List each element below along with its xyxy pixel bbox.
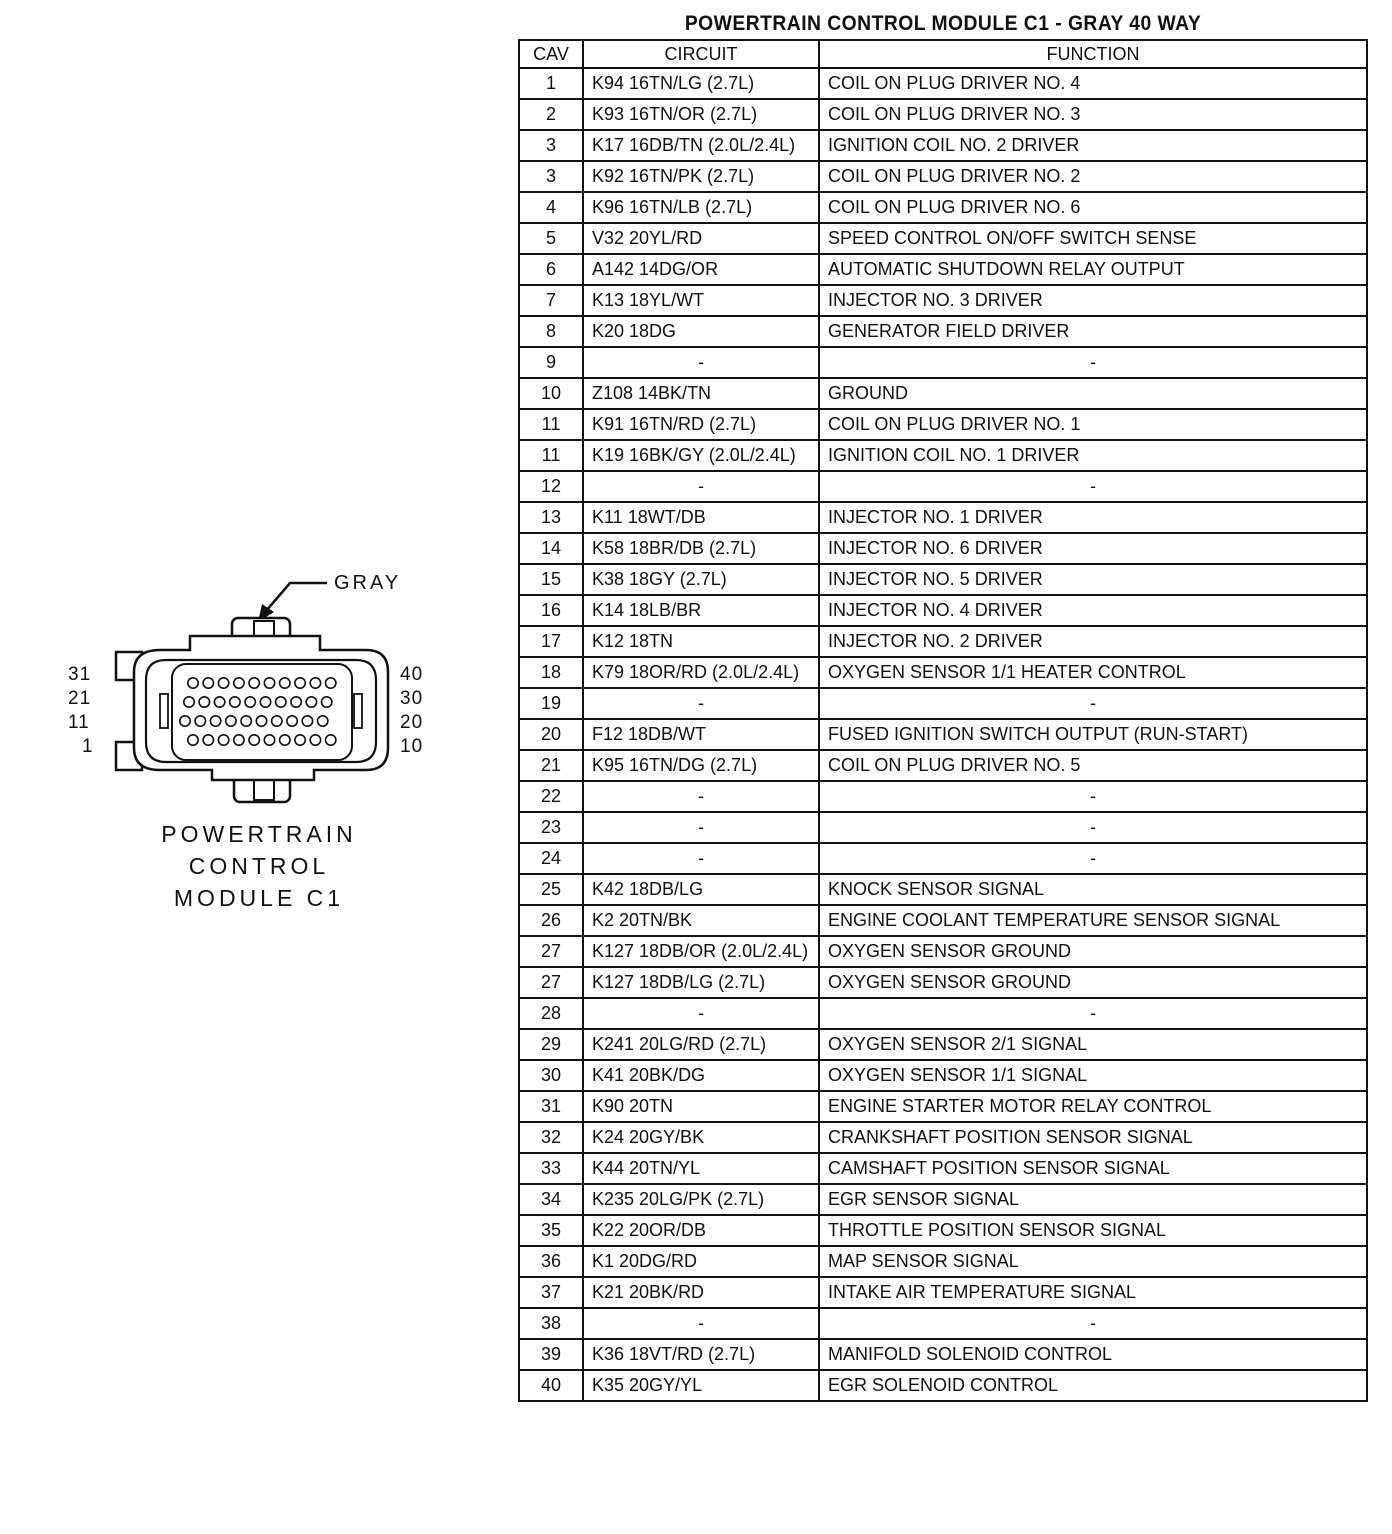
table-row (519, 471, 1367, 502)
table-title: POWERTRAIN CONTROL MODULE C1 - GRAY 40 WAY (684, 12, 1202, 35)
table-row (519, 68, 1367, 99)
cav-cell: 8 (519, 316, 583, 347)
cav-cell: 9 (519, 347, 583, 378)
table-row (519, 440, 1367, 471)
cav-cell: 19 (519, 688, 583, 719)
cav-cell: 21 (519, 750, 583, 781)
circuit-cell: K235 20LG/PK (2.7L) (583, 1184, 819, 1215)
table-row (519, 564, 1367, 595)
table-row (519, 161, 1367, 192)
table-row (519, 1122, 1367, 1153)
circuit-cell: K38 18GY (2.7L) (583, 564, 819, 595)
function-cell: COIL ON PLUG DRIVER NO. 2 (819, 161, 1367, 192)
table-row (519, 1277, 1367, 1308)
circuit-cell: - (583, 843, 819, 874)
circuit-cell: K35 20GY/YL (583, 1370, 819, 1401)
pin-label-20: 20 (400, 712, 424, 733)
table-row (519, 936, 1367, 967)
function-cell: ENGINE STARTER MOTOR RELAY CONTROL (819, 1091, 1367, 1122)
cav-cell: 2 (519, 99, 583, 130)
circuit-cell: K12 18TN (583, 626, 819, 657)
cav-cell: 11 (519, 409, 583, 440)
table-row (519, 316, 1367, 347)
table-row (519, 595, 1367, 626)
cav-cell: 11 (519, 440, 583, 471)
circuit-cell: - (583, 781, 819, 812)
cav-cell: 36 (519, 1246, 583, 1277)
cav-cell: 27 (519, 936, 583, 967)
connector-diagram (0, 0, 520, 1534)
circuit-cell: V32 20YL/RD (583, 223, 819, 254)
function-cell: - (819, 781, 1367, 812)
circuit-cell: K42 18DB/LG (583, 874, 819, 905)
circuit-cell: K91 16TN/RD (2.7L) (583, 409, 819, 440)
cav-cell: 15 (519, 564, 583, 595)
cav-cell: 27 (519, 967, 583, 998)
circuit-cell: K241 20LG/RD (2.7L) (583, 1029, 819, 1060)
function-cell: INJECTOR NO. 6 DRIVER (819, 533, 1367, 564)
function-cell: OXYGEN SENSOR 2/1 SIGNAL (819, 1029, 1367, 1060)
pin-label-10: 10 (400, 736, 424, 757)
table-row (519, 254, 1367, 285)
table-row (519, 998, 1367, 1029)
caption-line-3: MODULE C1 (173, 885, 345, 911)
circuit-cell: - (583, 688, 819, 719)
cav-cell: 34 (519, 1184, 583, 1215)
function-cell: - (819, 347, 1367, 378)
caption-line-2: CONTROL (188, 853, 330, 879)
circuit-cell: K95 16TN/DG (2.7L) (583, 750, 819, 781)
table-row (519, 99, 1367, 130)
circuit-cell: K21 20BK/RD (583, 1277, 819, 1308)
circuit-cell: K24 20GY/BK (583, 1122, 819, 1153)
table-row (519, 874, 1367, 905)
cav-cell: 30 (519, 1060, 583, 1091)
cav-cell: 20 (519, 719, 583, 750)
table-row (519, 657, 1367, 688)
circuit-cell: K11 18WT/DB (583, 502, 819, 533)
header-circuit: CIRCUIT (583, 40, 819, 68)
pin-label-1: 1 (82, 736, 94, 757)
circuit-cell: K41 20BK/DG (583, 1060, 819, 1091)
circuit-cell: K1 20DG/RD (583, 1246, 819, 1277)
table-row (519, 719, 1367, 750)
function-cell: INTAKE AIR TEMPERATURE SIGNAL (819, 1277, 1367, 1308)
function-cell: OXYGEN SENSOR GROUND (819, 967, 1367, 998)
table-row (519, 750, 1367, 781)
table-row (519, 905, 1367, 936)
table-row (519, 378, 1367, 409)
circuit-cell: K36 18VT/RD (2.7L) (583, 1339, 819, 1370)
function-cell: COIL ON PLUG DRIVER NO. 5 (819, 750, 1367, 781)
table-row (519, 967, 1367, 998)
circuit-cell: - (583, 812, 819, 843)
pin-label-30: 30 (400, 688, 424, 709)
cav-cell: 28 (519, 998, 583, 1029)
function-cell: IGNITION COIL NO. 1 DRIVER (819, 440, 1367, 471)
cav-cell: 5 (519, 223, 583, 254)
function-cell: GENERATOR FIELD DRIVER (819, 316, 1367, 347)
circuit-cell: K92 16TN/PK (2.7L) (583, 161, 819, 192)
circuit-cell: K79 18OR/RD (2.0L/2.4L) (583, 657, 819, 688)
cav-cell: 40 (519, 1370, 583, 1401)
function-cell: MANIFOLD SOLENOID CONTROL (819, 1339, 1367, 1370)
table-row (519, 781, 1367, 812)
cav-cell: 31 (519, 1091, 583, 1122)
function-cell: CRANKSHAFT POSITION SENSOR SIGNAL (819, 1122, 1367, 1153)
function-cell: - (819, 688, 1367, 719)
cav-cell: 23 (519, 812, 583, 843)
header-function: FUNCTION (819, 40, 1367, 68)
table-row (519, 812, 1367, 843)
cav-cell: 29 (519, 1029, 583, 1060)
table-row (519, 130, 1367, 161)
circuit-cell: K19 16BK/GY (2.0L/2.4L) (583, 440, 819, 471)
table-row (519, 502, 1367, 533)
table-row (519, 1153, 1367, 1184)
cav-cell: 37 (519, 1277, 583, 1308)
table-row (519, 533, 1367, 564)
cavity-housing (172, 664, 352, 760)
table-row (519, 1246, 1367, 1277)
table-row (519, 1029, 1367, 1060)
function-cell: INJECTOR NO. 4 DRIVER (819, 595, 1367, 626)
circuit-cell: K90 20TN (583, 1091, 819, 1122)
cav-cell: 25 (519, 874, 583, 905)
table-row (519, 626, 1367, 657)
circuit-cell: K127 18DB/OR (2.0L/2.4L) (583, 936, 819, 967)
circuit-cell: K93 16TN/OR (2.7L) (583, 99, 819, 130)
cav-cell: 6 (519, 254, 583, 285)
connector-figure (0, 0, 520, 1534)
circuit-cell: - (583, 347, 819, 378)
function-cell: OXYGEN SENSOR 1/1 HEATER CONTROL (819, 657, 1367, 688)
circuit-cell: - (583, 998, 819, 1029)
function-cell: INJECTOR NO. 2 DRIVER (819, 626, 1367, 657)
cav-cell: 1 (519, 68, 583, 99)
circuit-cell: K44 20TN/YL (583, 1153, 819, 1184)
function-cell: - (819, 1308, 1367, 1339)
table-row (519, 1091, 1367, 1122)
cav-cell: 10 (519, 378, 583, 409)
circuit-cell: A142 14DG/OR (583, 254, 819, 285)
caption-line-1: POWERTRAIN (161, 821, 357, 847)
circuit-cell: K20 18DG (583, 316, 819, 347)
cav-cell: 16 (519, 595, 583, 626)
function-cell: EGR SOLENOID CONTROL (819, 1370, 1367, 1401)
cav-cell: 7 (519, 285, 583, 316)
circuit-cell: K127 18DB/LG (2.7L) (583, 967, 819, 998)
connector-caption (150, 818, 368, 914)
pin-label-40: 40 (400, 664, 424, 685)
table-row (519, 347, 1367, 378)
pin-label-31: 31 (68, 664, 92, 685)
table-row (519, 1308, 1367, 1339)
function-cell: ENGINE COOLANT TEMPERATURE SENSOR SIGNAL (819, 905, 1367, 936)
circuit-cell: K17 16DB/TN (2.0L/2.4L) (583, 130, 819, 161)
table-row (519, 192, 1367, 223)
cav-cell: 13 (519, 502, 583, 533)
gray-color-label: GRAY (334, 572, 402, 594)
circuit-cell: K94 16TN/LG (2.7L) (583, 68, 819, 99)
function-cell: MAP SENSOR SIGNAL (819, 1246, 1367, 1277)
circuit-cell: - (583, 1308, 819, 1339)
function-cell: OXYGEN SENSOR 1/1 SIGNAL (819, 1060, 1367, 1091)
cav-cell: 39 (519, 1339, 583, 1370)
circuit-cell: K2 20TN/BK (583, 905, 819, 936)
table-row (519, 1339, 1367, 1370)
table-row (519, 1215, 1367, 1246)
function-cell: GROUND (819, 378, 1367, 409)
function-cell: FUSED IGNITION SWITCH OUTPUT (RUN-START) (819, 719, 1367, 750)
circuit-cell: K96 16TN/LB (2.7L) (583, 192, 819, 223)
function-cell: CAMSHAFT POSITION SENSOR SIGNAL (819, 1153, 1367, 1184)
table-row (519, 1184, 1367, 1215)
function-cell: COIL ON PLUG DRIVER NO. 1 (819, 409, 1367, 440)
table-row (519, 843, 1367, 874)
circuit-cell: K13 18YL/WT (583, 285, 819, 316)
cav-cell: 32 (519, 1122, 583, 1153)
header-cav: CAV (519, 40, 583, 68)
function-cell: - (819, 812, 1367, 843)
function-cell: INJECTOR NO. 1 DRIVER (819, 502, 1367, 533)
function-cell: OXYGEN SENSOR GROUND (819, 936, 1367, 967)
pin-label-11: 11 (68, 712, 90, 733)
cav-cell: 38 (519, 1308, 583, 1339)
pin-label-21: 21 (68, 688, 92, 709)
circuit-cell: K58 18BR/DB (2.7L) (583, 533, 819, 564)
function-cell: COIL ON PLUG DRIVER NO. 3 (819, 99, 1367, 130)
circuit-cell: K22 20OR/DB (583, 1215, 819, 1246)
pinout-table (518, 39, 1368, 1402)
function-cell: COIL ON PLUG DRIVER NO. 4 (819, 68, 1367, 99)
function-cell: IGNITION COIL NO. 2 DRIVER (819, 130, 1367, 161)
function-cell: COIL ON PLUG DRIVER NO. 6 (819, 192, 1367, 223)
function-cell: INJECTOR NO. 5 DRIVER (819, 564, 1367, 595)
table-row (519, 409, 1367, 440)
function-cell: INJECTOR NO. 3 DRIVER (819, 285, 1367, 316)
cav-cell: 4 (519, 192, 583, 223)
cav-cell: 3 (519, 130, 583, 161)
cav-cell: 12 (519, 471, 583, 502)
table-header-row (519, 40, 1367, 68)
function-cell: - (819, 843, 1367, 874)
cav-cell: 26 (519, 905, 583, 936)
function-cell: EGR SENSOR SIGNAL (819, 1184, 1367, 1215)
function-cell: - (819, 998, 1367, 1029)
table-row (519, 223, 1367, 254)
table-row (519, 285, 1367, 316)
table-body (519, 68, 1367, 1401)
cav-cell: 22 (519, 781, 583, 812)
cav-cell: 18 (519, 657, 583, 688)
circuit-cell: - (583, 471, 819, 502)
function-cell: THROTTLE POSITION SENSOR SIGNAL (819, 1215, 1367, 1246)
circuit-cell: Z108 14BK/TN (583, 378, 819, 409)
cav-cell: 33 (519, 1153, 583, 1184)
cav-cell: 14 (519, 533, 583, 564)
table-row (519, 688, 1367, 719)
circuit-cell: F12 18DB/WT (583, 719, 819, 750)
circuit-cell: K14 18LB/BR (583, 595, 819, 626)
function-cell: KNOCK SENSOR SIGNAL (819, 874, 1367, 905)
gray-leader-line (266, 583, 327, 611)
cav-cell: 35 (519, 1215, 583, 1246)
function-cell: - (819, 471, 1367, 502)
function-cell: AUTOMATIC SHUTDOWN RELAY OUTPUT (819, 254, 1367, 285)
table-row (519, 1370, 1367, 1401)
function-cell: SPEED CONTROL ON/OFF SWITCH SENSE (819, 223, 1367, 254)
cav-cell: 24 (519, 843, 583, 874)
cav-cell: 3 (519, 161, 583, 192)
table-row (519, 1060, 1367, 1091)
cav-cell: 17 (519, 626, 583, 657)
